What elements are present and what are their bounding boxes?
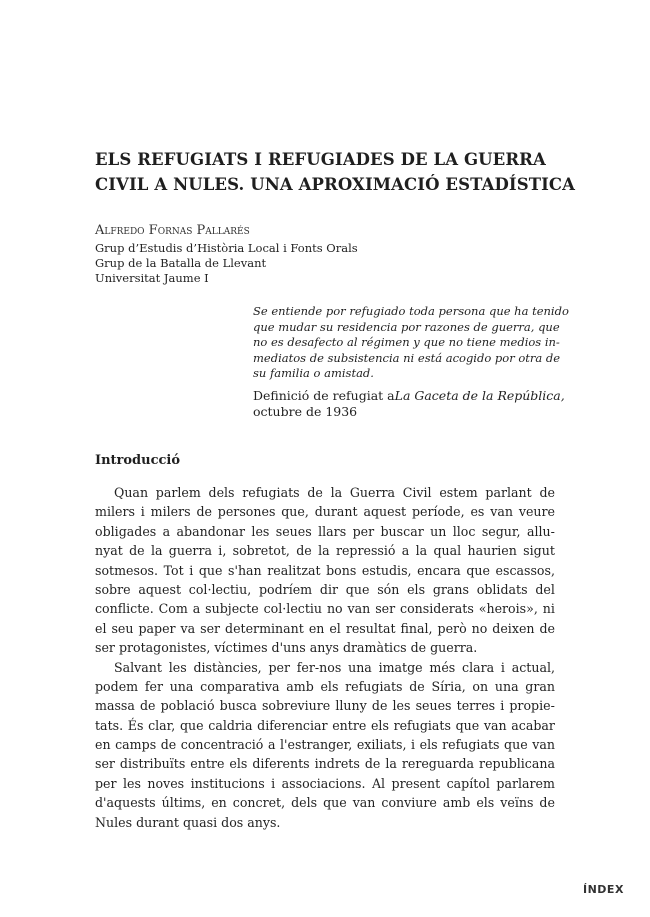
paragraph-line: obligades a abandonar les seues llars per buscar un lloc segur, allu-: [95, 523, 555, 539]
epigraph-source-date: octubre de 1936: [253, 404, 358, 419]
paragraph-line: sobre aquest col·lectiu, podríem dir que són els grans oblidats del: [95, 581, 555, 597]
paragraph-line: d'aquests últims, en concret, dels que van conviure amb els veïns de: [95, 795, 555, 811]
paragraph-line: milers i milers de persones que, durant aquest període, es van veure: [95, 504, 555, 520]
section-heading: Introducció: [95, 453, 181, 468]
paragraph-line: conflicte. Com a subjecte col·lectiu no van ser considerats «herois», ni: [95, 601, 555, 617]
affiliation-line: Grup de la Batalla de Llevant: [95, 256, 267, 270]
paragraph-line: el seu paper va ser determinant en el resultat final, però no deixen de: [95, 620, 555, 636]
index-link[interactable]: ÍNDEX: [583, 883, 624, 896]
epigraph-line: Se entiende por refugiado toda persona que ha tenido: [253, 304, 569, 318]
article-title-line: ELS REFUGIATS I REFUGIADES DE LA GUERRA: [95, 150, 546, 169]
paragraph-line: podem fer una comparativa amb els refugiats de Síria, on una gran: [95, 678, 555, 694]
epigraph-source-line: [253, 388, 565, 404]
article-title-line: CIVIL A NULES. UNA APROXIMACIÓ ESTADÍSTICA: [95, 175, 576, 194]
article-title: [95, 147, 576, 197]
epigraph-source-prefix: Definició de refugiat a: [253, 388, 395, 403]
paragraph-line: ser protagonistes, víctimes d'uns anys dramàtics de guerra.: [95, 640, 478, 656]
paragraph-line: Salvant les distàncies, per fer-nos una imatge més clara i actual,: [114, 659, 555, 675]
paragraph-line: en camps de concentració a l'estranger, exiliats, i els refugiats que van: [95, 737, 555, 753]
epigraph-line: mediatos de subsistencia ni está acogido por otra de: [253, 350, 561, 365]
paragraph-line: massa de població busca sobreviure lluny de les seues terres i propie-: [95, 698, 555, 714]
paragraph-line: sotmesos. Tot i que s'han realitzat bons estudis, encara que escassos,: [95, 562, 555, 578]
paragraph-line: ser distribuïts entre els diferents indrets de la rereguarda republicana: [95, 756, 555, 772]
epigraph-line: que mudar su residencia por razones de guerra, que: [253, 319, 560, 334]
epigraph-source: [253, 388, 565, 420]
epigraph-line: no es desafecto al régimen y que no tiene medios in-: [253, 335, 560, 350]
paragraph-line: Quan parlem dels refugiats de la Guerra Civil estem parlant de: [114, 485, 555, 500]
affiliation-line: Grup d’Estudis d’Història Local i Fonts Orals: [95, 241, 358, 255]
author-name: Alfredo Fornas Pallarés: [95, 223, 250, 238]
affiliation-line: Universitat Jaume I: [95, 271, 209, 285]
epigraph-quote: [253, 304, 569, 382]
epigraph-line: su familia o amistad.: [253, 366, 374, 381]
paragraph-line: nyat de la guerra i, sobretot, de la repressió a la qual haurien sigut: [95, 543, 555, 559]
paragraph-line: per les noves institucions i associacions. Al present capítol parlarem: [95, 775, 555, 791]
author-affiliations: [95, 241, 358, 286]
body-text: [95, 483, 555, 832]
paragraph-line: tats. És clar, que caldria diferenciar entre els refugiats que van acabar: [95, 717, 555, 733]
epigraph-source-title: La Gaceta de la República,: [394, 388, 565, 403]
paragraph-line: Nules durant quasi dos anys.: [95, 814, 281, 830]
